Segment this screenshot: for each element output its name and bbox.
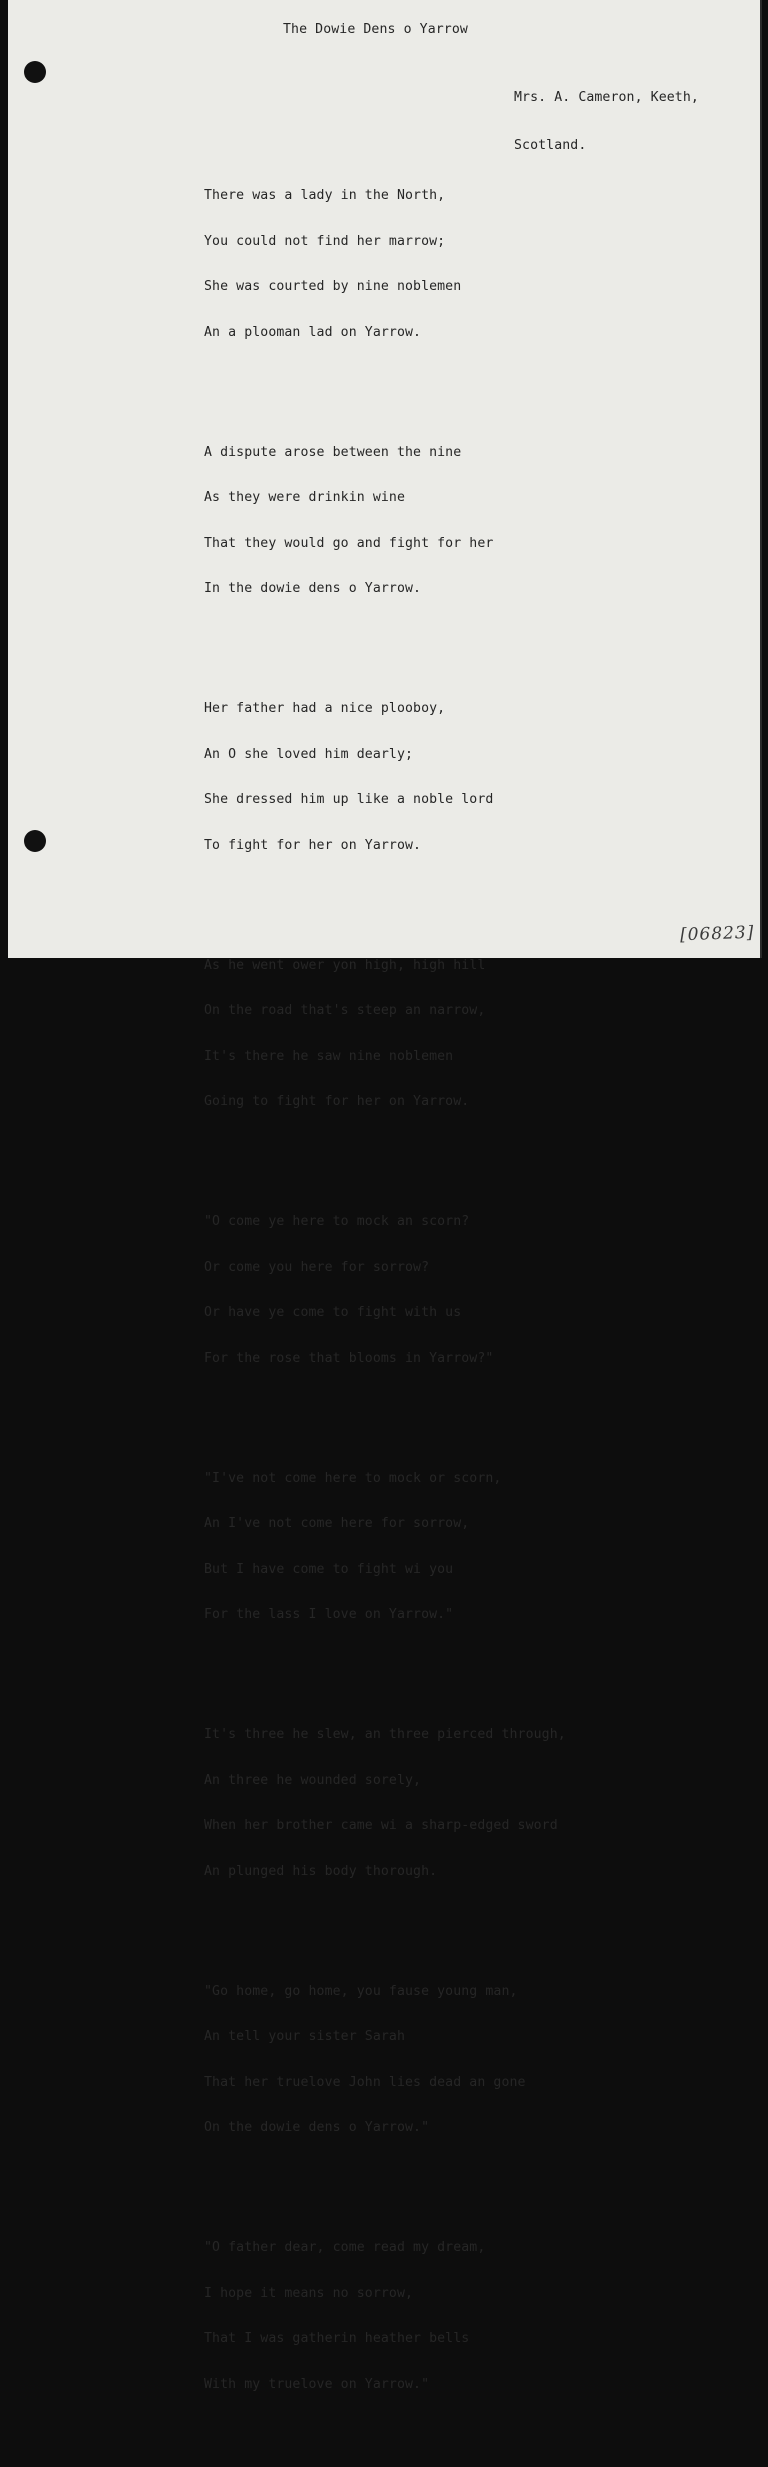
punch-hole-bottom [24,830,46,852]
poem-line: "O come ye here to mock an scorn? [204,1214,470,1229]
poem-line: In the dowie dens o Yarrow. [204,581,422,596]
poem-line: There was a lady in the North, [204,188,446,203]
stanza [204,1954,566,2166]
poem-body [204,128,566,2467]
poem-line: That her truelove John lies dead an gone [204,2074,526,2090]
poem-line: "O father dear, come read my dream, [204,2240,486,2255]
poem-line: A dispute arose between the nine [204,444,462,460]
poem-line: "I've not come here to mock or scorn, [204,1470,502,1486]
poem-line: To fight for her on Yarrow. [204,837,422,853]
poem-line: For the lass I love on Yarrow." [204,1607,454,1622]
stanza [204,1441,566,1653]
poem-line: She was courted by nine noblemen [204,279,462,294]
poem-line: Or come you here for sorrow? [204,1259,430,1275]
poem-line: I hope it means no sorrow, [204,2285,414,2301]
poem-line: On the dowie dens o Yarrow." [204,2120,430,2135]
poem-line: For the rose that blooms in Yarrow?" [204,1350,494,1366]
stanza [204,158,566,370]
poem-line: But I have come to fight wi you [204,1561,454,1577]
poem-line: She dressed him up like a noble lord [204,792,494,807]
attribution-line-2: Scotland. [514,138,587,153]
document-title: The Dowie Dens o Yarrow [283,22,468,37]
poem-line: You could not find her marrow; [204,233,446,249]
poem-line: Or have ye come to fight with us [204,1305,462,1320]
poem-line: With my truelove on Yarrow." [204,2376,430,2392]
poem-line: "Go home, go home, you fause young man, [204,1983,518,1999]
archive-stamp: [06823] [679,922,755,946]
attribution-line-1: Mrs. A. Cameron, Keeth, [514,90,699,105]
punch-hole-top [24,61,46,83]
poem-line: An a plooman lad on Yarrow. [204,324,422,340]
poem-line: That they would go and fight for her [204,535,494,551]
stanza [204,1184,566,1396]
poem-line: As they were drinkin wine [204,490,405,505]
poem-line: An tell your sister Sarah [204,2029,405,2044]
poem-line: It's there he saw nine noblemen [204,1048,454,1064]
poem-line: That I was gatherin heather bells [204,2331,470,2346]
poem-line: As he went ower yon high, high hill [204,957,486,973]
poem-line: An I've not come here for sorrow, [204,1516,470,1531]
poem-line: It's three he slew, an three pierced through, [204,1727,566,1742]
poem-line: Going to fight for her on Yarrow. [204,1094,470,1109]
poem-line: An plunged his body thorough. [204,1863,438,1879]
stanza [204,1697,566,1909]
stanza [204,2210,566,2422]
poem-line: An O she loved him dearly; [204,746,414,762]
poem-line: On the road that's steep an narrow, [204,1003,486,1018]
document-page [8,0,762,2392]
poem-line: An three he wounded sorely, [204,1772,422,1788]
stanza [204,415,566,627]
poem-line: Her father had a nice plooboy, [204,701,446,716]
stanza [204,928,566,1140]
poem-line: When her brother came wi a sharp-edged sword [204,1818,558,1833]
stanza [204,671,566,883]
